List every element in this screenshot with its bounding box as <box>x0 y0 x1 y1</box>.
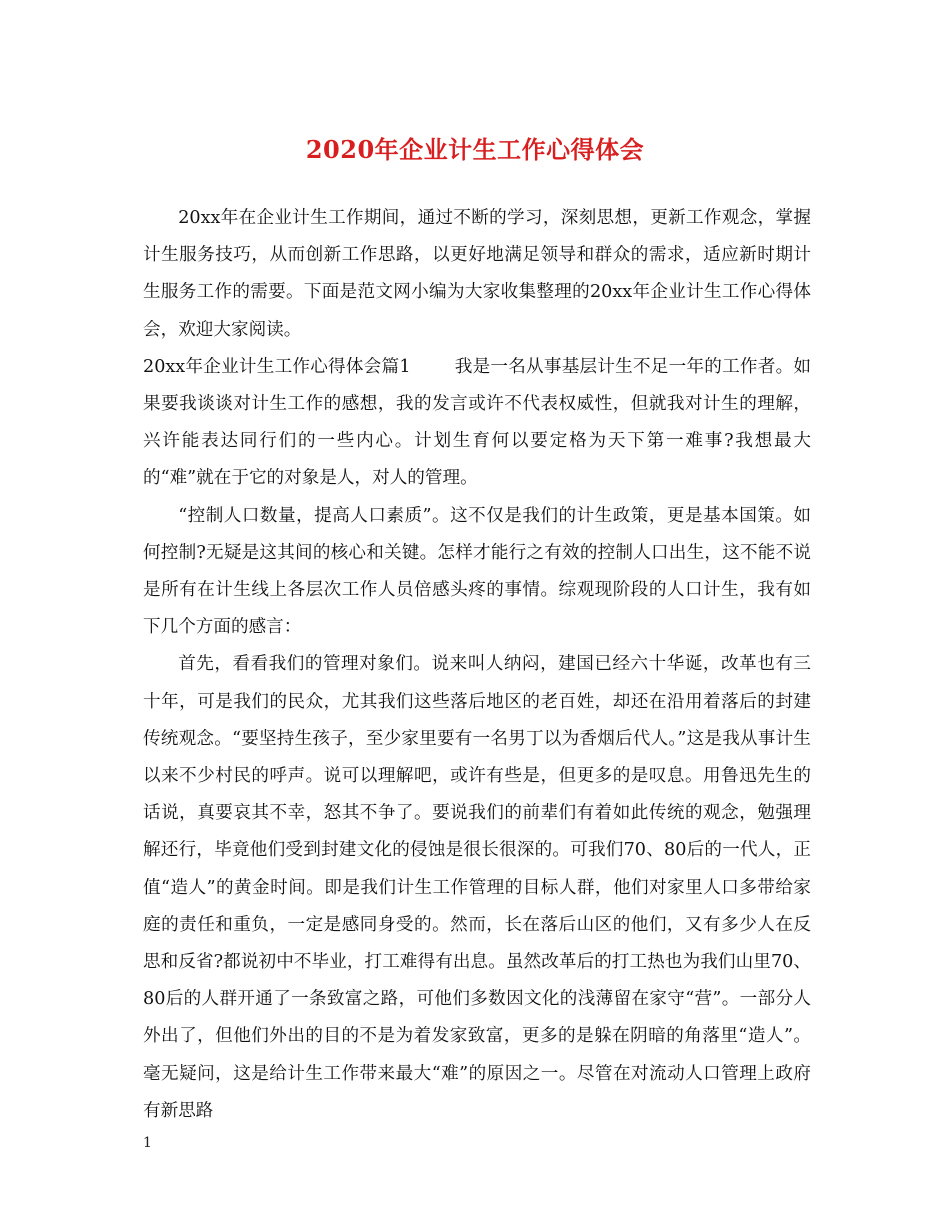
paragraph-section-1-text: 我是一名从事基层计生不足一年的工作者。如果要我谈谈对计生工作的感想，我的发言或许不代表权威性，但就我对计生的理解，兴许能表达同行们的一些内心。计划生育何以要定格为天下第一难事?我想最大的“难”就在于它的对象是人，对人的管理。 <box>143 356 811 489</box>
document-title: 2020年企业计生工作心得体会 <box>305 135 645 164</box>
paragraph-intro: 20xx年在企业计生工作期间，通过不断的学习，深刻思想，更新工作观念，掌握计生服务技巧，从而创新工作思路，以更好地满足领导和群众的需求，适应新时期计生服务工作的需要。下面是范文网小编为大家收集整理的20xx年企业计生工作心得体会，欢迎大家阅读。 <box>143 208 811 340</box>
paragraph-policy: “控制人口数量，提高人口素质”。这不仅是我们的计生政策，更是基本国策。如何控制?无疑是这其间的核心和关键。怎样才能行之有效的控制人口出生，这不能不说是所有在计生线上各层次工作人员倍感头疼的事情。综观现阶段的人口计生，我有如下几个方面的感言： <box>143 505 811 638</box>
section-heading: 20xx年企业计生工作心得体会篇1 <box>143 356 411 377</box>
page-number: 1 <box>143 1135 152 1151</box>
document-body <box>143 200 811 1130</box>
paragraph-first-point: 首先，看看我们的管理对象们。说来叫人纳闷，建国已经六十华诞，改革也有三十年，可是我们的民众，尤其我们这些落后地区的老百姓，却还在沿用着落后的封建传统观念。“要坚持生孩子，至少家里要有一名男丁以为香烟后代人。”这是我从事计生以来不少村民的呼声。说可以理解吧，或许有些是，但更多的是叹息。用鲁迅先生的话说，真要哀其不幸，怒其不争了。要说我们的前辈们有着如此传统的观念，勉强理解还行，毕竟他们受到封建文化的侵蚀是很长很深的。可我们70、80后的一代人，正值“造人”的黄金时间。即是我们计生工作管理的目标人群，他们对家里人口多带给家庭的责任和重负，一定是感同身受的。然而，长在落后山区的他们，又有多少人在反思和反省?都说初中不毕业，打工难得有出息。虽然改革后的打工热也为我们山里70、80后的人群开通了一条致富之路，可他们多数因文化的浅薄留在家守“营”。一部分人外出了，但他们外出的目的不是为着发家致富，更多的是躲在阴暗的角落里“造人”。毫无疑问，这是给计生工作带来最大“难”的原因之一。尽管在对流动人口管理上政府有新思路 <box>143 654 811 1121</box>
paragraph-section-1 <box>143 349 811 498</box>
